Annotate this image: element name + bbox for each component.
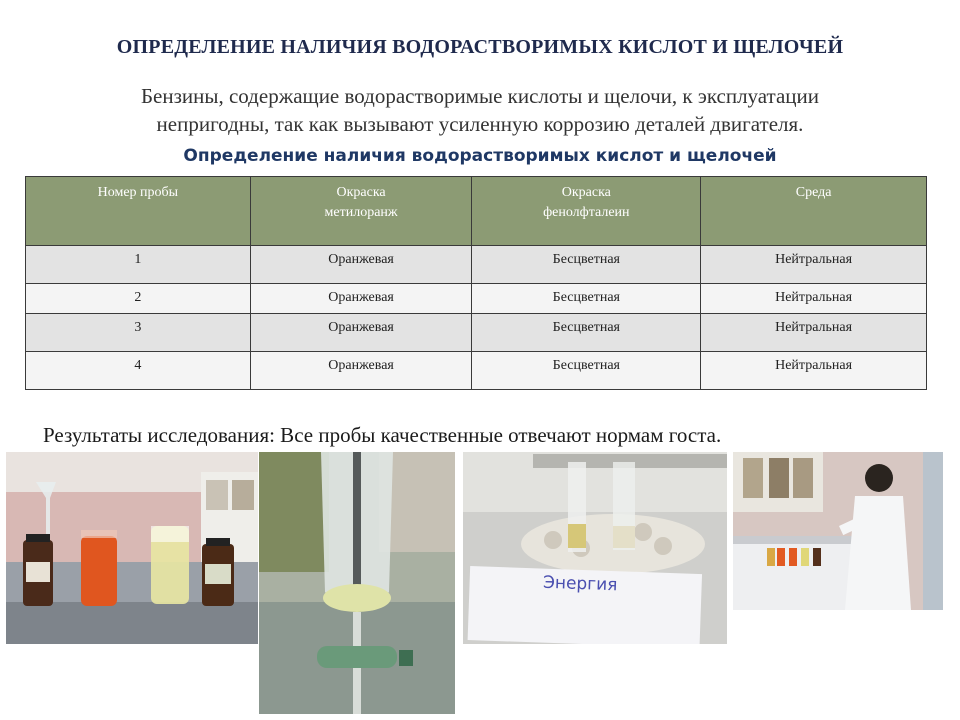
cell-methyl-orange: Оранжевая	[250, 352, 472, 390]
cell-phenolphthalein: Бесцветная	[472, 284, 701, 314]
cell-medium: Нейтральная	[701, 314, 927, 352]
header-phenolphthalein: Окраска фенолфталеин	[472, 177, 701, 246]
table-row	[26, 284, 927, 314]
separatory-funnel-photo	[259, 452, 455, 714]
student-experiment-photo	[733, 452, 943, 610]
results-conclusion: Результаты исследования: Все пробы качественные отвечают нормам госта.	[43, 423, 722, 447]
lead-paragraph	[60, 82, 900, 138]
cell-methyl-orange: Оранжевая	[250, 246, 472, 284]
cell-sample-number: 2	[26, 284, 251, 314]
table-row	[26, 352, 927, 390]
lab-bottles-photo	[6, 452, 258, 644]
header-medium: Среда	[701, 177, 927, 246]
table-header-row	[26, 177, 927, 246]
photo-label-energy: Энергия	[542, 572, 618, 596]
results-table	[25, 176, 927, 390]
page-title: ОПРЕДЕЛЕНИЕ НАЛИЧИЯ ВОДОРАСТВОРИМЫХ КИСЛОТ И ЩЕЛОЧЕЙ	[116, 36, 844, 58]
cell-medium: Нейтральная	[701, 284, 927, 314]
header-sample-number: Номер пробы	[26, 177, 251, 246]
lead-line-1: Бензины, содержащие водорастворимые кислоты и щелочи, к эксплуатации	[140, 84, 820, 108]
cell-phenolphthalein: Бесцветная	[472, 314, 701, 352]
table-row	[26, 314, 927, 352]
test-tube-rack-photo	[463, 452, 727, 644]
table-row	[26, 246, 927, 284]
cell-phenolphthalein: Бесцветная	[472, 352, 701, 390]
cell-sample-number: 1	[26, 246, 251, 284]
header-methyl-orange: Окраска метилоранж	[250, 177, 472, 246]
cell-methyl-orange: Оранжевая	[250, 314, 472, 352]
cell-sample-number: 4	[26, 352, 251, 390]
cell-methyl-orange: Оранжевая	[250, 284, 472, 314]
table-title: Определение наличия водорастворимых кислот и щелочей	[183, 146, 777, 166]
cell-sample-number: 3	[26, 314, 251, 352]
cell-medium: Нейтральная	[701, 352, 927, 390]
cell-phenolphthalein: Бесцветная	[472, 246, 701, 284]
cell-medium: Нейтральная	[701, 246, 927, 284]
lead-line-2: непригодны, так как вызывают усиленную коррозию деталей двигателя.	[156, 112, 804, 136]
